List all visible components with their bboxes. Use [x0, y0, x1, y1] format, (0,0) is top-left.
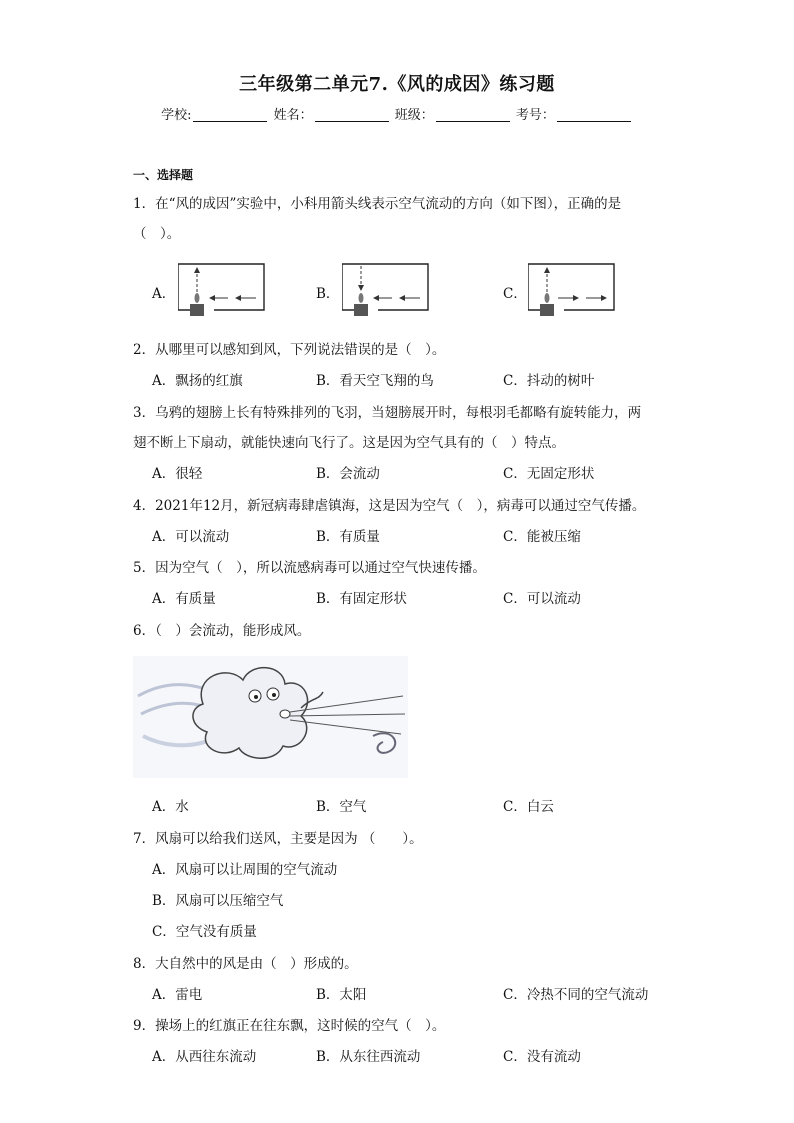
section-title: 一、选择题 [133, 168, 194, 182]
q9-option-b[interactable]: B．从东往西流动 [316, 1049, 421, 1065]
q4-option-a[interactable]: A．可以流动 [152, 529, 230, 545]
q2-option-a[interactable]: A．飘扬的红旗 [152, 373, 243, 389]
question-8-stem: 8．大自然中的风是由（ ）形成的。 [133, 956, 358, 972]
q9-option-a[interactable]: A．从西往东流动 [152, 1049, 257, 1065]
question-1-stem-cont: （ ）。 [133, 226, 181, 242]
q7-option-a[interactable]: A．风扇可以让周围的空气流动 [152, 862, 338, 878]
question-5-stem: 5．因为空气（ ），所以流感病毒可以通过空气快速传播。 [133, 560, 486, 576]
q4-option-b[interactable]: B．有质量 [316, 529, 380, 545]
q8-option-c[interactable]: C．冷热不同的空气流动 [503, 987, 649, 1003]
student-info-line [0, 104, 794, 123]
q1-option-a[interactable]: A． [152, 286, 176, 302]
question-9-stem: 9．操场上的红旗正在往东飘，这时候的空气（ ）。 [133, 1018, 446, 1034]
number-label: 考号： [515, 108, 555, 123]
name-blank[interactable] [315, 109, 389, 122]
blowing-cloud-illustration [133, 656, 408, 778]
school-label: 学校: [161, 108, 192, 123]
q7-option-b[interactable]: B．风扇可以压缩空气 [152, 893, 284, 909]
school-blank[interactable] [193, 109, 267, 122]
q3-option-b[interactable]: B．会流动 [316, 466, 380, 482]
page-title: 三年级第二单元7.《风的成因》练习题 [239, 74, 555, 95]
q3-option-a[interactable]: A．很轻 [152, 466, 203, 482]
q4-option-c[interactable]: C．能被压缩 [503, 529, 581, 545]
q8-option-b[interactable]: B．太阳 [316, 987, 367, 1003]
question-1-stem: 1．在“风的成因”实验中，小科用箭头线表示空气流动的方向（如下图），正确的是 [133, 196, 622, 212]
q1-option-b[interactable]: B． [316, 286, 340, 302]
q7-option-c[interactable]: C．空气没有质量 [152, 924, 257, 940]
question-3-stem: 3．乌鸦的翅膀上长有特殊排列的飞羽，当翅膀展开时，每根羽毛都略有旋转能力，两 [133, 405, 642, 421]
question-4-stem: 4．2021年12月，新冠病毒肆虐镇海，这是因为空气（ ），病毒可以通过空气传播。 [133, 498, 646, 514]
q9-option-c[interactable]: C．没有流动 [503, 1049, 581, 1065]
class-label: 班级： [394, 108, 434, 123]
question-6-stem: 6．（ ）会流动，能形成风。 [133, 623, 311, 639]
class-blank[interactable] [436, 109, 510, 122]
q2-option-c[interactable]: C．抖动的树叶 [503, 373, 595, 389]
candle-airflow-diagram-b [342, 262, 432, 318]
name-label: 姓名： [273, 108, 313, 123]
q2-option-b[interactable]: B．看天空飞翔的鸟 [316, 373, 434, 389]
q6-option-a[interactable]: A．水 [152, 799, 189, 815]
q5-option-b[interactable]: B．有固定形状 [316, 591, 407, 607]
question-7-stem: 7．风扇可以给我们送风，主要是因为 （ ）。 [133, 831, 423, 847]
q5-option-a[interactable]: A．有质量 [152, 591, 216, 607]
question-2-stem: 2．从哪里可以感知到风，下列说法错误的是（ ）。 [133, 342, 446, 358]
q6-option-c[interactable]: C．白云 [503, 799, 554, 815]
q5-option-c[interactable]: C．可以流动 [503, 591, 581, 607]
number-blank[interactable] [557, 109, 631, 122]
q3-option-c[interactable]: C．无固定形状 [503, 466, 595, 482]
candle-airflow-diagram-a [178, 262, 268, 318]
q6-option-b[interactable]: B．空气 [316, 799, 367, 815]
q8-option-a[interactable]: A．雷电 [152, 987, 203, 1003]
q1-option-c[interactable]: C． [503, 286, 527, 302]
question-3-stem-cont: 翅不断上下扇动，就能快速向飞行了。这是因为空气具有的（ ）特点。 [133, 435, 565, 451]
candle-airflow-diagram-c [528, 262, 618, 318]
